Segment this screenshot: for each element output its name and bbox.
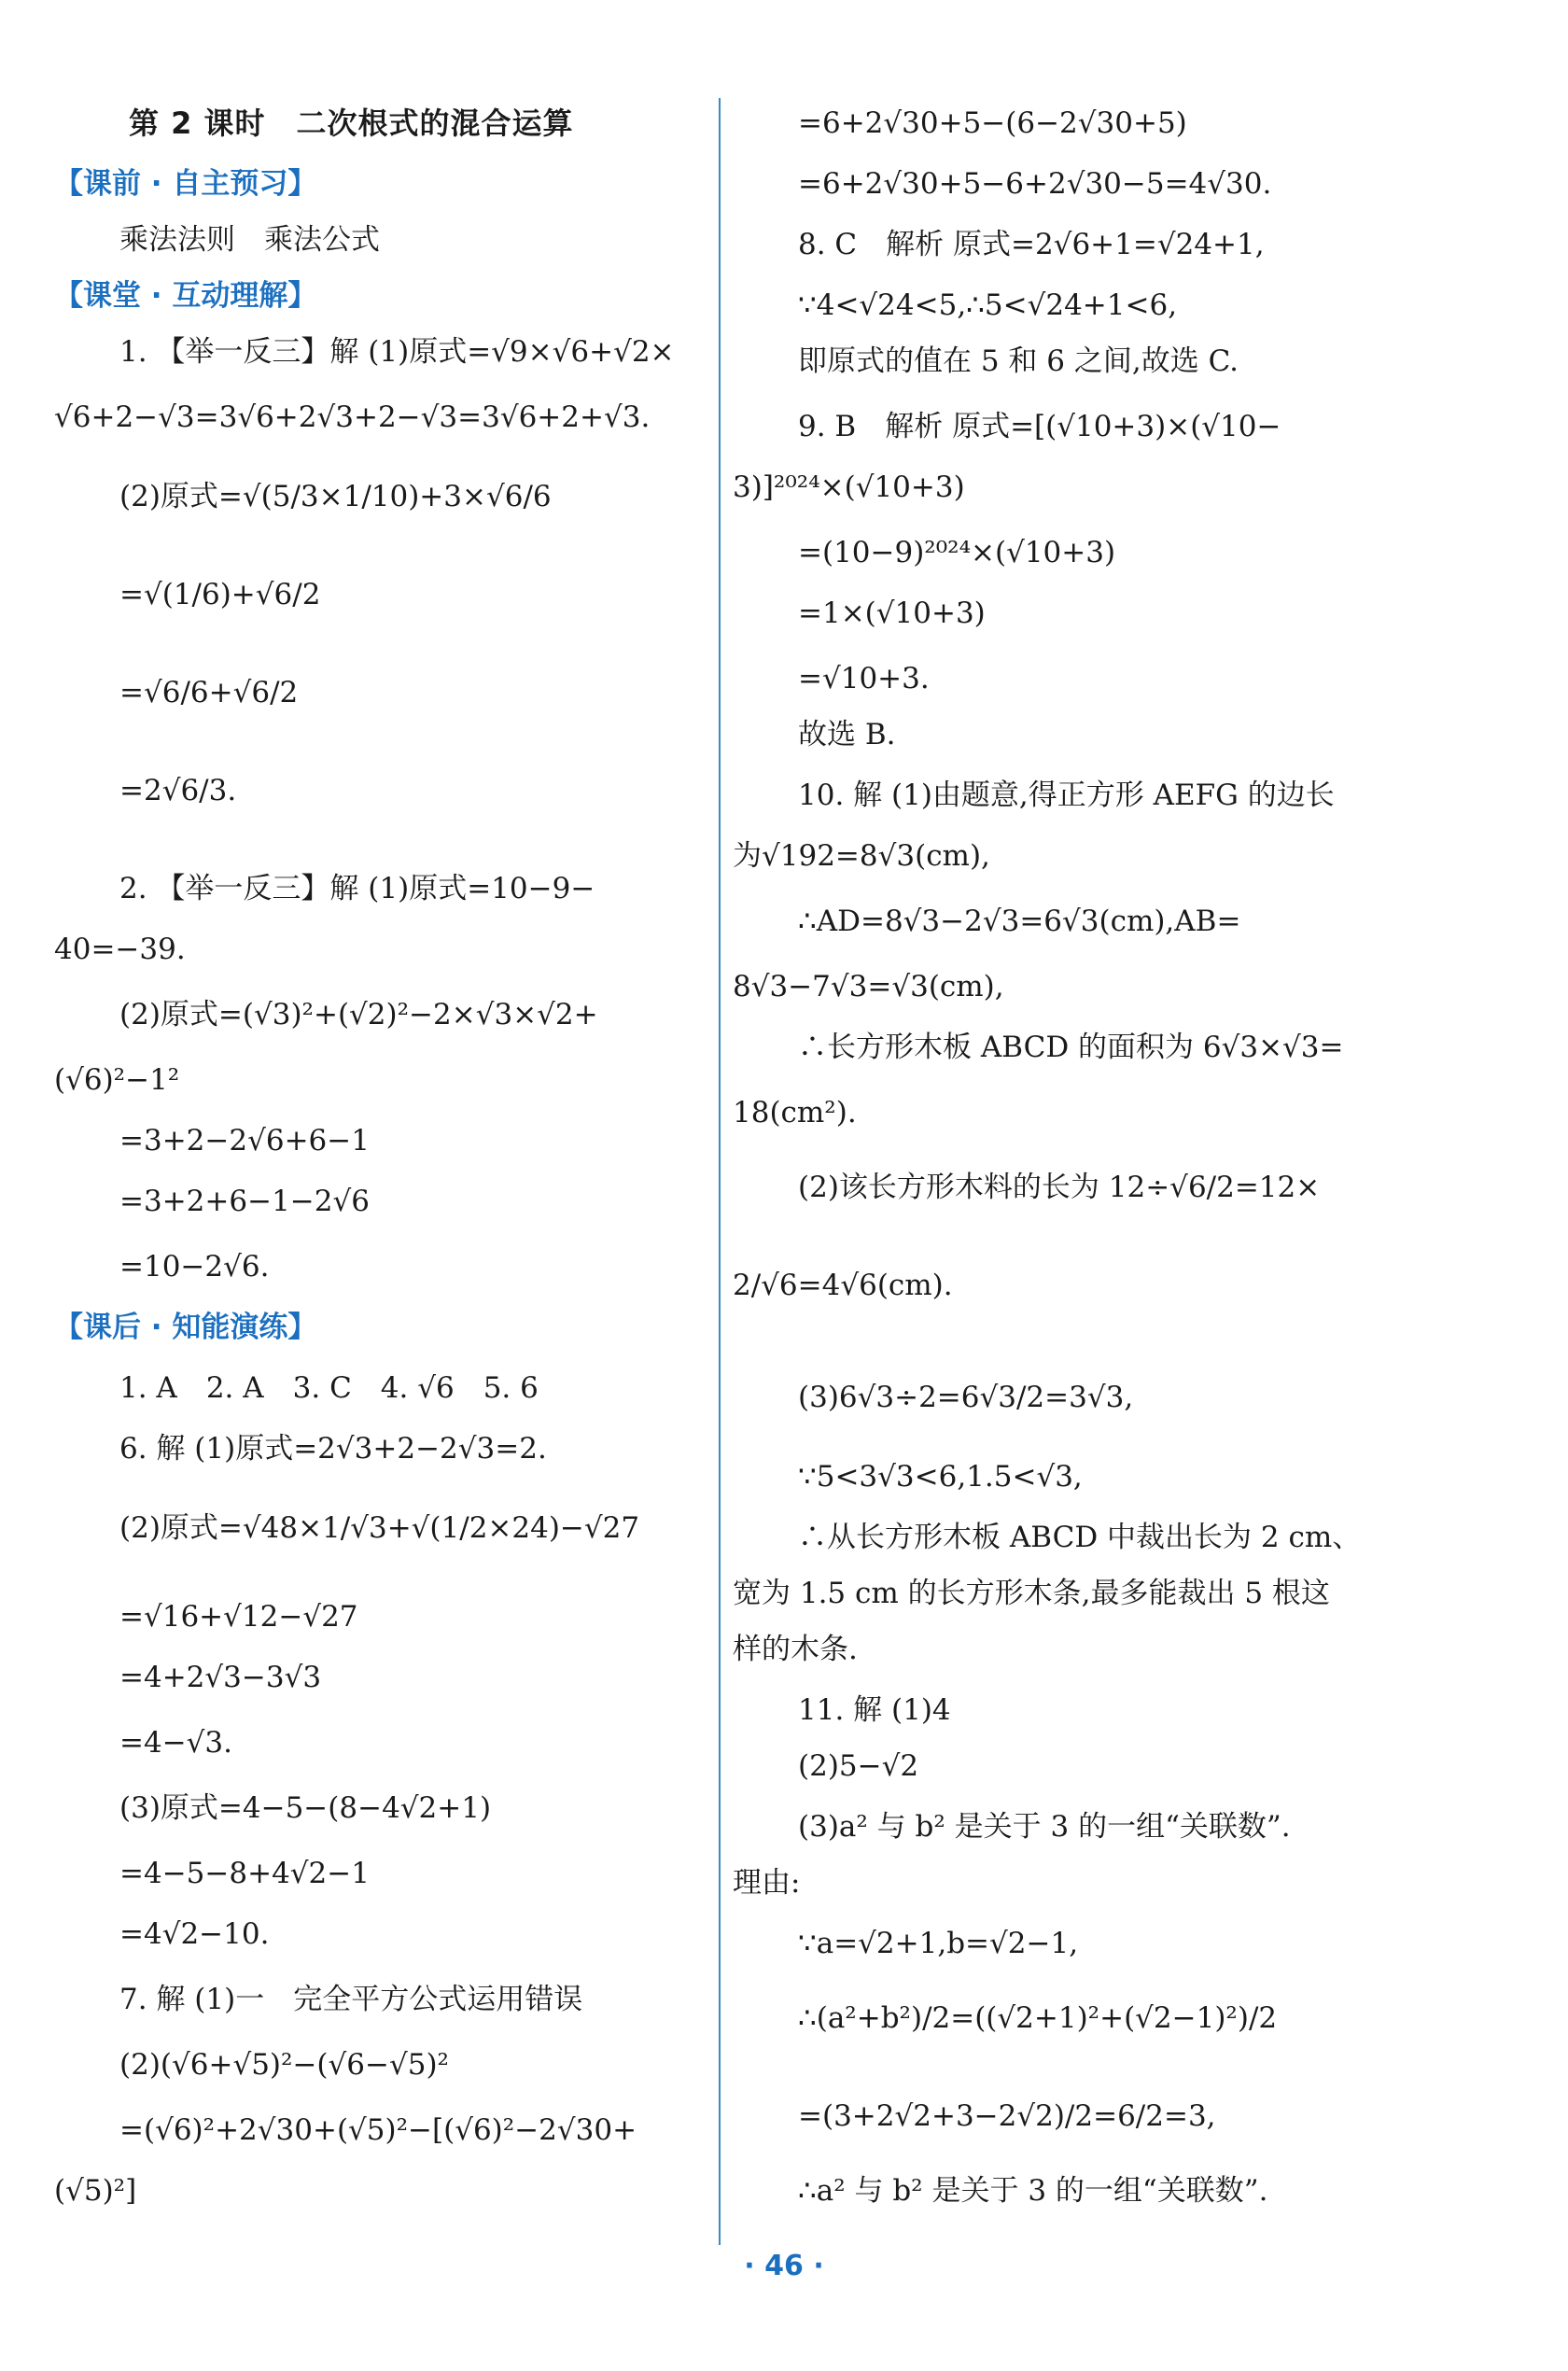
text-line: 故选 B.	[798, 718, 896, 751]
text-line: =6+2√30+5−6+2√30−5=4√30.	[798, 167, 1272, 201]
text-line: ∴从长方形木板 ABCD 中裁出长为 2 cm、	[798, 1521, 1362, 1554]
text-line: =6+2√30+5−(6−2√30+5)	[798, 106, 1187, 140]
text-line: 8√3−7√3=√3(cm),	[733, 970, 1004, 1003]
text-line: ∵5<3√3<6,1.5<√3,	[798, 1460, 1083, 1494]
text-line: 2/√6=4√6(cm).	[733, 1269, 953, 1302]
text-line: =3+2+6−1−2√6	[119, 1185, 370, 1218]
text-line: (√5)²]	[54, 2174, 137, 2208]
text-line: 3)]²⁰²⁴×(√10+3)	[733, 470, 965, 504]
text-line: 1. 【举一反三】解 (1)原式=√9×√6+√2×	[119, 335, 675, 369]
page-number: · 46 ·	[744, 2250, 824, 2282]
text-line: =(3+2√2+3−2√2)/2=6/2=3,	[798, 2099, 1216, 2133]
text-line: (3)原式=4−5−(8−4√2+1)	[119, 1791, 492, 1825]
text-line: 11. 解 (1)4	[798, 1693, 951, 1727]
text-line: (2)原式=√48×1/√3+√(1/2×24)−√27	[119, 1511, 640, 1545]
text-line: 样的木条.	[733, 1633, 858, 1666]
text-line: 即原式的值在 5 和 6 之间,故选 C.	[798, 344, 1239, 378]
text-line: =4−5−8+4√2−1	[119, 1857, 370, 1890]
text-line: (2)5−√2	[798, 1749, 919, 1783]
text-line: =4−√3.	[119, 1726, 233, 1760]
text-line: 7. 解 (1)一 完全平方公式运用错误	[119, 1983, 583, 2016]
section-preview-heading: 【课前 · 自主预习】	[54, 167, 317, 201]
text-line: 18(cm²).	[733, 1096, 857, 1129]
text-line: 8. C 解析 原式=2√6+1=√24+1,	[798, 228, 1265, 261]
text-line: 宽为 1.5 cm 的长方形木条,最多能裁出 5 根这	[733, 1577, 1330, 1610]
text-line: 40=−39.	[54, 933, 186, 966]
text-line: ∵a=√2+1,b=√2−1,	[798, 1927, 1079, 1960]
text-line: ∴(a²+b²)/2=((√2+1)²+(√2−1)²)/2	[798, 2001, 1278, 2035]
text-line: =√10+3.	[798, 662, 930, 695]
text-line: 乘法法则 乘法公式	[119, 223, 380, 257]
text-line: =1×(√10+3)	[798, 596, 986, 630]
section-practice-heading: 【课后 · 知能演练】	[54, 1311, 317, 1344]
text-line: (3)6√3÷2=6√3/2=3√3,	[798, 1381, 1134, 1414]
text-line: (√6)²−1²	[54, 1063, 180, 1097]
text-line: ∵4<√24<5,∴5<√24+1<6,	[798, 288, 1178, 322]
text-line: ∴AD=8√3−2√3=6√3(cm),AB=	[798, 905, 1241, 938]
text-line: =(10−9)²⁰²⁴×(√10+3)	[798, 536, 1116, 569]
text-line: =10−2√6.	[119, 1250, 270, 1284]
text-line: ∴长方形木板 ABCD 的面积为 6√3×√3=	[798, 1031, 1344, 1064]
section-classroom-heading: 【课堂 · 互动理解】	[54, 279, 317, 313]
text-line: 2. 【举一反三】解 (1)原式=10−9−	[119, 872, 595, 905]
text-line: 9. B 解析 原式=[(√10+3)×(√10−	[798, 410, 1281, 443]
text-line: (2)该长方形木料的长为 12÷√6/2=12×	[798, 1171, 1321, 1204]
text-line: 理由:	[733, 1866, 801, 1900]
text-line: =3+2−2√6+6−1	[119, 1124, 370, 1157]
text-line: =4+2√3−3√3	[119, 1661, 322, 1694]
text-line: 为√192=8√3(cm),	[733, 839, 990, 873]
text-line: =√16+√12−√27	[119, 1600, 358, 1634]
text-line: 6. 解 (1)原式=2√3+2−2√3=2.	[119, 1432, 547, 1466]
text-line: √6+2−√3=3√6+2√3+2−√3=3√6+2+√3.	[54, 400, 651, 434]
text-line: (2)原式=√(5/3×1/10)+3×√6/6	[119, 480, 552, 513]
column-divider	[719, 98, 721, 2245]
text-line: =4√2−10.	[119, 1917, 270, 1951]
text-line: 10. 解 (1)由题意,得正方形 AEFG 的边长	[798, 779, 1335, 812]
text-line: =√6/6+√6/2	[119, 676, 299, 709]
text-line: (3)a² 与 b² 是关于 3 的一组“关联数”.	[798, 1810, 1291, 1844]
text-line: =2√6/3.	[119, 774, 237, 807]
text-line: =(√6)²+2√30+(√5)²−[(√6)²−2√30+	[119, 2113, 637, 2147]
text-line: ∴a² 与 b² 是关于 3 的一组“关联数”.	[798, 2174, 1268, 2208]
text-line: (2)(√6+√5)²−(√6−√5)²	[119, 2048, 449, 2082]
text-line: (2)原式=(√3)²+(√2)²−2×√3×√2+	[119, 998, 598, 1031]
text-line: 1. A 2. A 3. C 4. √6 5. 6	[119, 1371, 539, 1405]
text-line: =√(1/6)+√6/2	[119, 578, 321, 611]
page-title: 第 2 课时 二次根式的混合运算	[129, 105, 574, 141]
